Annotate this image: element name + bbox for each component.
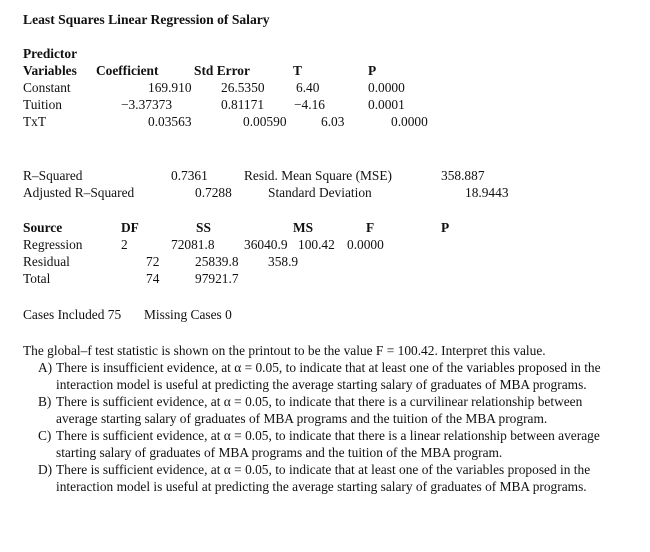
anova-row-regression-p: 0.0000 xyxy=(347,237,384,252)
mse-label: Resid. Mean Square (MSE) xyxy=(244,168,393,183)
anova-header-ss: SS xyxy=(196,220,211,235)
answer-option-c[interactable] xyxy=(23,427,623,461)
anova-row-regression-ms: 36040.9 xyxy=(244,237,288,252)
coef-row-txt-coefficient: 0.03563 xyxy=(148,114,192,129)
anova-row-regression-df: 2 xyxy=(121,237,128,252)
r-squared-value: 0.7361 xyxy=(171,168,208,183)
option-text: There is sufficient evidence, at α = 0.05, to indicate that there is a curvilinear relationship between average starting salary of graduates of MBA programs and the tuition of the MBA program. xyxy=(56,394,583,426)
adj-r-squared-label: Adjusted R–Squared xyxy=(23,185,135,200)
anova-header-df: DF xyxy=(121,220,139,235)
question-stem: The global–f test statistic is shown on the printout to be the value F = 100.42. Interpret this value. xyxy=(23,343,546,358)
anova-row-regression-f: 100.42 xyxy=(298,237,335,252)
coef-row-tuition-coefficient: −3.37373 xyxy=(121,97,173,112)
anova-row-regression-ss: 72081.8 xyxy=(171,237,215,252)
anova-row-residual-source: Residual xyxy=(23,254,70,269)
anova-row-residual-df: 72 xyxy=(146,254,160,269)
coef-header-variables: Variables xyxy=(23,63,77,78)
option-text: There is sufficient evidence, at α = 0.05, to indicate that at least one of the variables proposed in the interaction model is useful at predicting the average starting salary of graduates of MBA programs. xyxy=(56,462,591,494)
answer-option-b[interactable] xyxy=(23,393,623,427)
anova-row-total-ss: 97921.7 xyxy=(195,271,239,286)
coef-row-tuition-p: 0.0001 xyxy=(368,97,405,112)
question-block xyxy=(23,342,623,495)
coef-row-txt-std-error: 0.00590 xyxy=(243,114,287,129)
coef-row-constant-variable: Constant xyxy=(23,80,71,95)
anova-header-p: P xyxy=(441,220,450,235)
option-label: C) xyxy=(38,428,52,443)
answer-option-a[interactable] xyxy=(23,359,623,393)
coef-header-t: T xyxy=(293,63,302,78)
coef-row-constant-p: 0.0000 xyxy=(368,80,405,95)
page-title: Least Squares Linear Regression of Salary xyxy=(23,12,270,27)
option-label: B) xyxy=(38,394,52,409)
answer-option-d[interactable] xyxy=(23,461,623,495)
anova-row-residual-ss: 25839.8 xyxy=(195,254,239,269)
anova-row-regression-source: Regression xyxy=(23,237,83,252)
cases-included: Cases Included 75 xyxy=(23,307,122,322)
coef-row-tuition-t: −4.16 xyxy=(294,97,325,112)
coef-header-p: P xyxy=(368,63,377,78)
missing-cases: Missing Cases 0 xyxy=(144,307,232,322)
coef-row-constant-std-error: 26.5350 xyxy=(221,80,265,95)
anova-header-ms: MS xyxy=(293,220,314,235)
anova-header-source: Source xyxy=(23,220,63,235)
option-label: A) xyxy=(38,360,53,375)
anova-row-residual-ms: 358.9 xyxy=(268,254,299,269)
option-label: D) xyxy=(38,462,53,477)
coef-row-txt-t: 6.03 xyxy=(321,114,345,129)
coef-row-txt-variable: TxT xyxy=(23,114,47,129)
std-deviation-label: Standard Deviation xyxy=(268,185,372,200)
mse-value: 358.887 xyxy=(441,168,485,183)
coef-row-txt-p: 0.0000 xyxy=(391,114,428,129)
anova-header-f: F xyxy=(366,220,375,235)
coef-row-tuition-std-error: 0.81171 xyxy=(221,97,265,112)
adj-r-squared-value: 0.7288 xyxy=(195,185,232,200)
coef-header-predictor: Predictor xyxy=(23,46,78,61)
coef-row-tuition-variable: Tuition xyxy=(23,97,62,112)
std-deviation-value: 18.9443 xyxy=(465,185,509,200)
coef-header-std-error: Std Error xyxy=(194,63,250,78)
coef-row-constant-coefficient: 169.910 xyxy=(148,80,192,95)
option-text: There is sufficient evidence, at α = 0.05, to indicate that there is a linear relationship between average starting salary of graduates of MBA programs and the tuition of the MBA program. xyxy=(56,428,600,460)
coef-row-constant-t: 6.40 xyxy=(296,80,320,95)
coef-header-coefficient: Coefficient xyxy=(96,63,159,78)
option-text: There is insufficient evidence, at α = 0.05, to indicate that at least one of the variables proposed in the interaction model is useful at predicting the average starting salary of graduates of MBA programs. xyxy=(56,360,601,392)
anova-row-total-df: 74 xyxy=(146,271,160,286)
anova-row-total-source: Total xyxy=(23,271,51,286)
r-squared-label: R–Squared xyxy=(23,168,83,183)
